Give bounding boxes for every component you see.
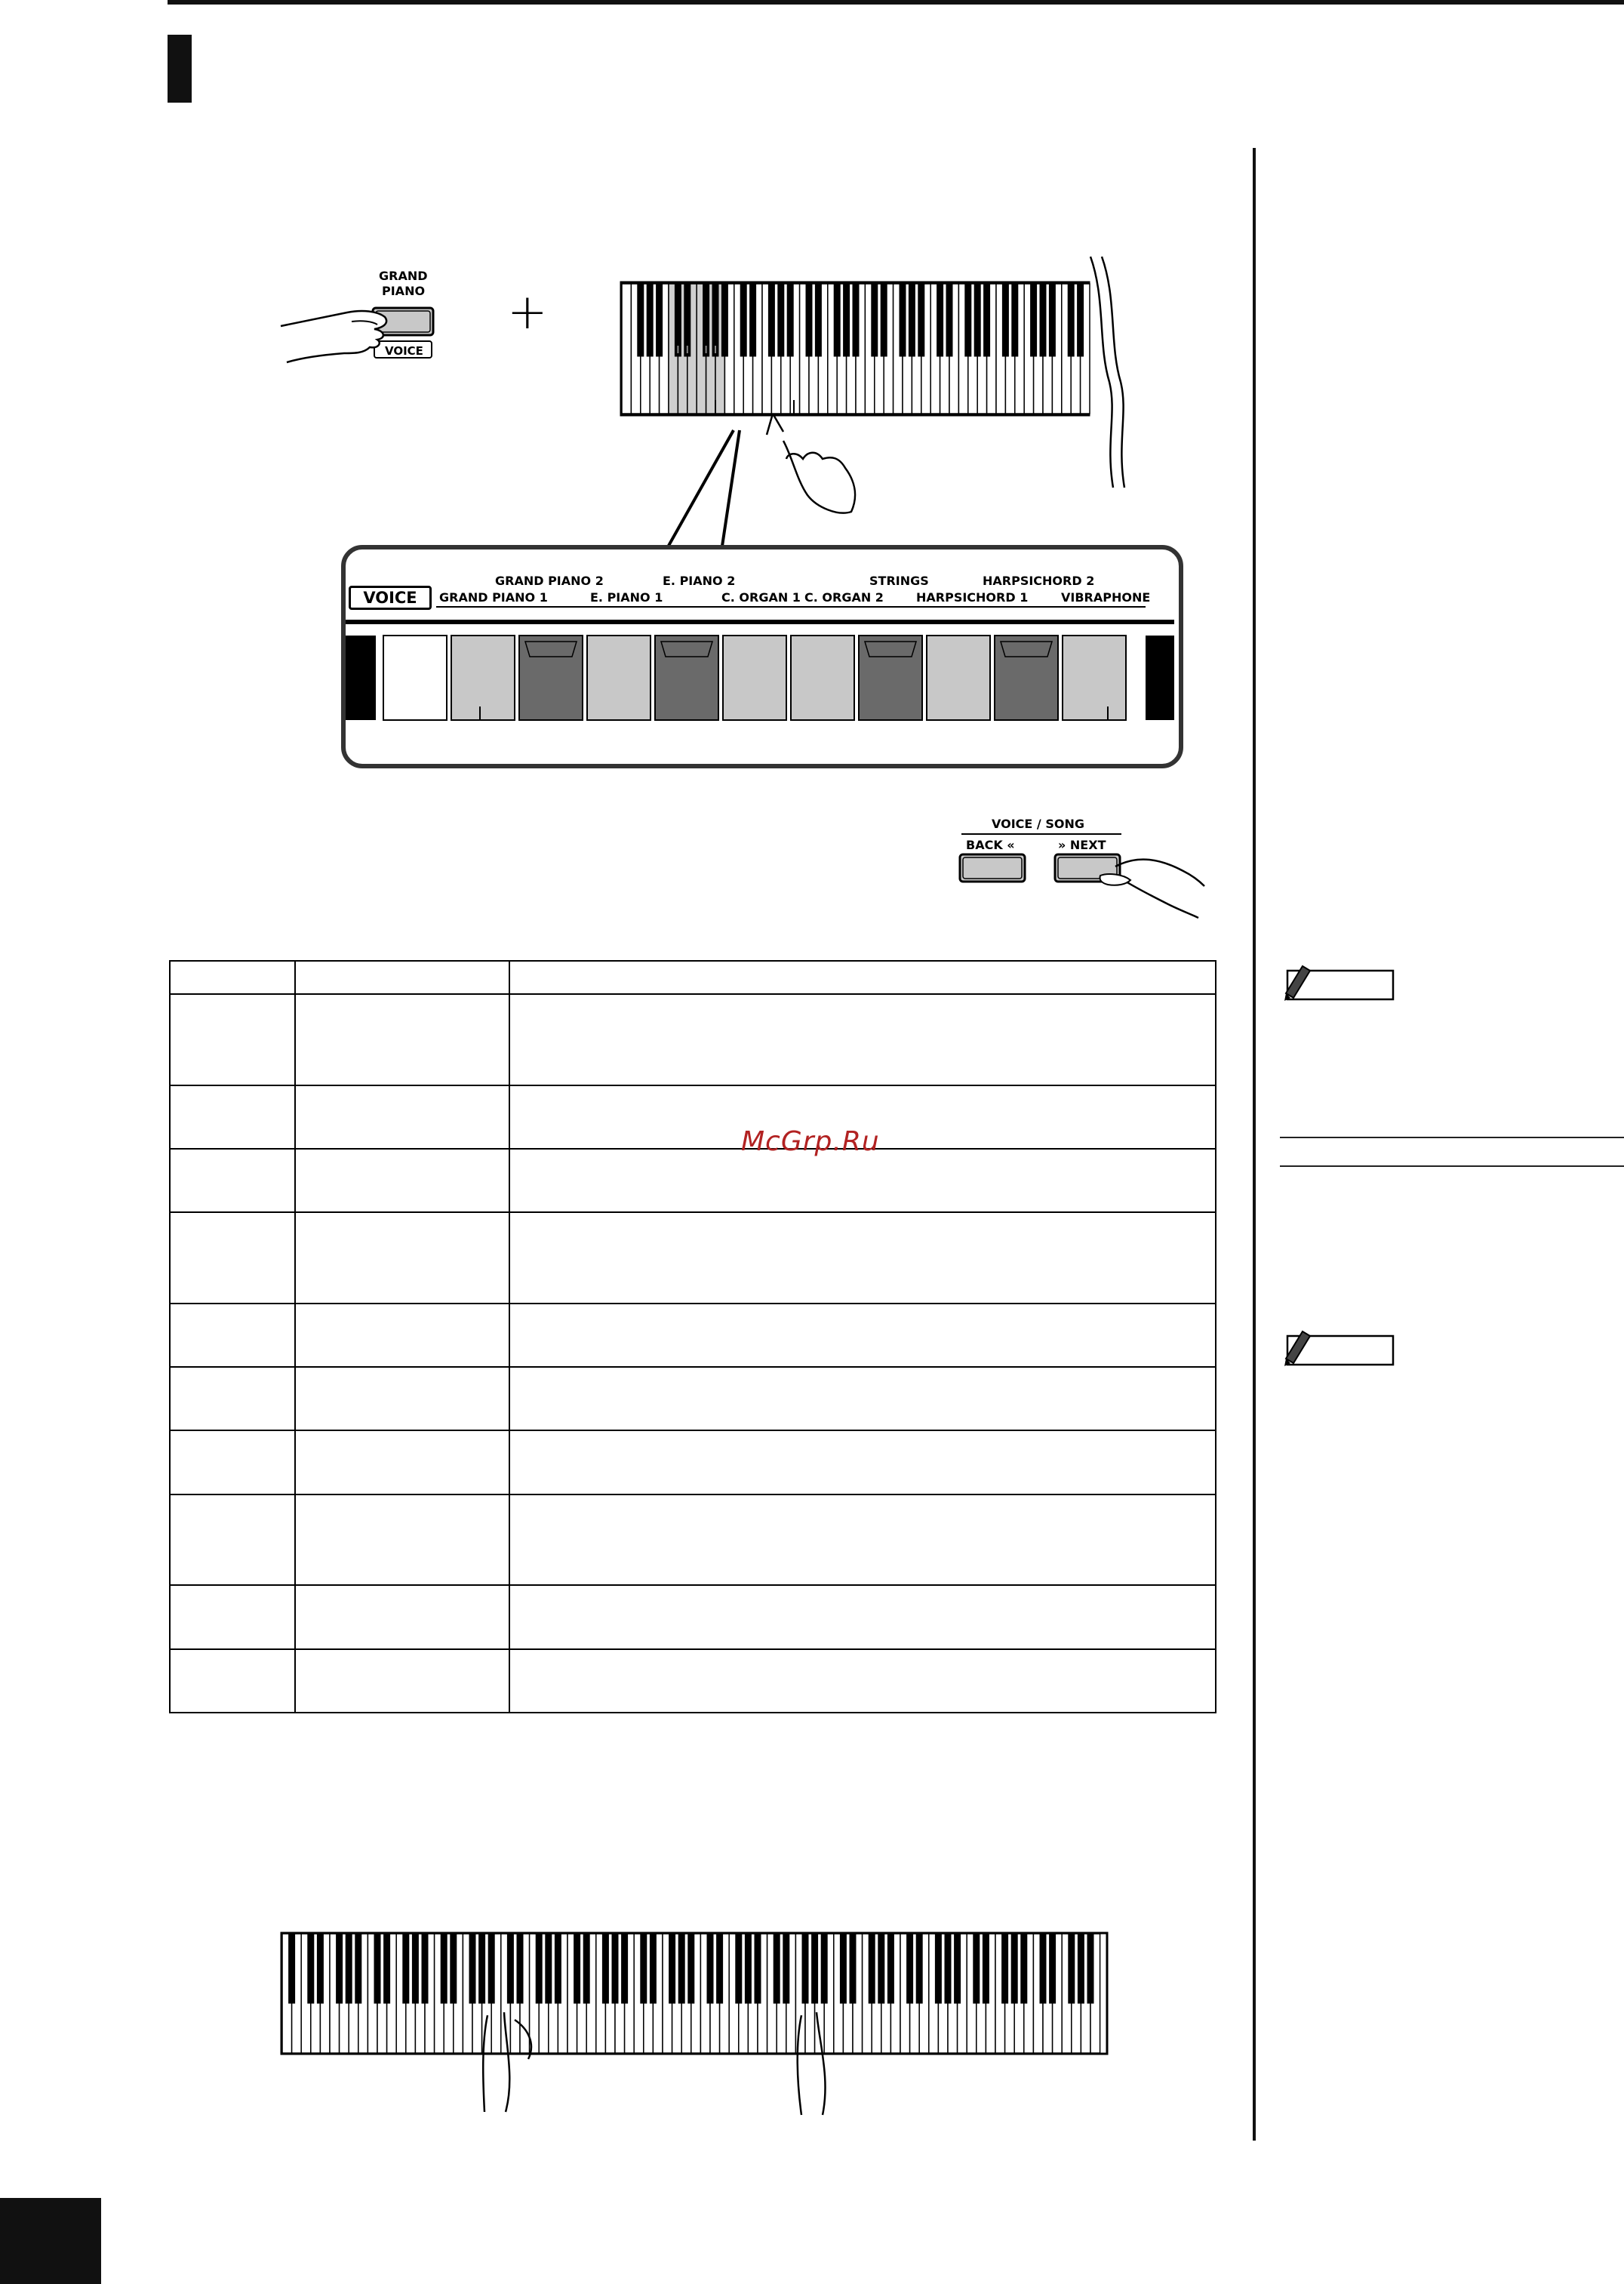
black-key [289,1934,295,2003]
grand-piano-button-figure [279,300,453,368]
black-key [1011,1934,1017,2003]
voice-lower-label-5: HARPSICHORD 1 [916,590,1029,605]
black-key [622,1934,628,2003]
black-key [787,284,793,356]
black-key [374,1934,380,2003]
black-key [821,1934,827,2003]
black-key [707,1934,713,2003]
black-key [946,284,952,356]
black-key [1012,284,1018,356]
table-row [170,994,1216,1085]
watermark: McGrp.Ru [741,1126,880,1157]
black-key [555,1934,561,2003]
black-key [517,1934,523,2003]
black-key [451,1934,457,2003]
black-key [955,1934,961,2003]
black-key [647,284,653,356]
black-key [669,1934,675,2003]
table-header-row [170,961,1216,994]
black-key [469,1934,475,2003]
voice-lower-label-2: E. PIANO 1 [590,590,663,605]
back-label: BACK « [966,838,1015,852]
black-key-highlight [706,346,707,353]
black-key [1031,284,1037,356]
table-row [170,1585,1216,1648]
black-key [1078,1934,1084,2003]
next-label: » NEXT [1058,838,1106,852]
black-key [984,284,990,356]
table-row [170,1212,1216,1303]
black-key [650,1934,656,2003]
black-key [736,1934,742,2003]
note-divider-1 [1280,1137,1624,1138]
black-key [479,1934,485,2003]
black-key [519,636,583,720]
back-button[interactable] [960,854,1025,882]
black-key [688,1934,694,2003]
grand-piano-label-2: PIANO [382,284,426,298]
black-key [612,1934,618,2003]
table-row [170,1649,1216,1713]
black-key [712,284,718,356]
black-key [995,636,1058,720]
black-key [384,1934,390,2003]
black-key [717,1934,723,2003]
voice-button-label: VOICE [385,344,423,358]
black-key [638,284,644,356]
table-row [170,1494,1216,1585]
black-key [802,1934,808,2003]
page-number-tab [0,2198,101,2284]
black-key [441,1934,447,2003]
black-key [1069,1934,1075,2003]
black-key [907,1934,913,2003]
black-key [655,636,718,720]
table-row [170,1304,1216,1367]
voice-lower-label-6: VIBRAPHONE [1061,590,1151,605]
voice-panel-keys [346,604,1174,725]
black-key [1040,1934,1046,2003]
black-key [507,1934,513,2003]
note-icon-2 [1280,1328,1401,1374]
black-key [844,284,850,356]
black-key [973,1934,980,2003]
black-key [783,1934,789,2003]
black-key [859,636,922,720]
voice-upper-label-4: HARPSICHORD 2 [983,574,1095,588]
black-key [583,1934,589,2003]
black-key [869,1934,875,2003]
black-key [346,1934,352,2003]
black-key [657,284,663,356]
black-key [1146,636,1174,720]
black-key [678,1934,684,2003]
black-key [422,1934,428,2003]
black-key [1002,1934,1008,2003]
black-key [840,1934,846,2003]
voice-tag: VOICE [349,586,432,610]
black-key [703,284,709,356]
hand-icon [281,311,386,362]
voice-lower-label-4: C. ORGAN 2 [804,590,884,605]
note-divider-2 [1280,1165,1624,1167]
black-key [974,284,980,356]
white-key [723,636,786,720]
black-key [774,1934,780,2003]
next-hand-icon [1115,860,1204,918]
black-key [1040,284,1046,356]
section-heading-bar [168,35,192,103]
voice-song-buttons [957,851,1213,924]
white-key [451,636,515,720]
black-key [935,1934,941,2003]
black-key [872,284,878,356]
black-key [740,284,746,356]
black-key [853,284,859,356]
grand-piano-label-1: GRAND [379,269,428,283]
black-key [684,284,691,356]
black-key [1087,1934,1093,2003]
black-key [750,284,756,356]
black-key [881,284,887,356]
black-key [488,1934,494,2003]
table-row [170,1085,1216,1149]
table-row [170,1367,1216,1430]
table-row [170,1430,1216,1494]
voice-upper-label-2: E. PIANO 2 [663,574,736,588]
black-key [812,1934,818,2003]
black-key [721,284,727,356]
bottom-keyboard [279,1931,1109,2116]
black-key [346,636,376,720]
black-key [412,1934,418,2003]
white-key [383,636,447,720]
voice-lower-label-1: GRAND PIANO 1 [439,590,548,605]
white-key [587,636,651,720]
white-key [927,636,990,720]
black-key [317,1934,323,2003]
black-key [308,1934,314,2003]
black-key [675,284,681,356]
black-key [768,284,774,356]
black-key [602,1934,608,2003]
white-key [622,284,631,414]
table-row [170,1149,1216,1212]
black-key-highlight [687,346,688,353]
voice-table [169,960,1216,1713]
black-key [983,1934,989,2003]
black-key [337,1934,343,2003]
voice-upper-label-1: GRAND PIANO 2 [495,574,604,588]
column-divider [1253,148,1256,2141]
black-key-highlight [677,346,678,353]
black-key [1068,284,1074,356]
black-key [937,284,943,356]
black-key [834,284,840,356]
white-key [1063,636,1126,720]
black-key [878,1934,884,2003]
black-key [536,1934,542,2003]
black-key [1021,1934,1027,2003]
black-key [1049,284,1055,356]
black-key [1002,284,1008,356]
black-key [574,1934,580,2003]
black-key [850,1934,856,2003]
voice-upper-label-3: STRINGS [869,574,929,588]
callout-lines [649,423,800,559]
black-key [355,1934,361,2003]
white-key [791,636,854,720]
black-key-highlight [715,346,716,353]
voice-song-title: VOICE / SONG [992,817,1084,831]
black-key [1078,284,1084,356]
black-key [403,1934,409,2003]
black-key [755,1934,761,2003]
black-key [546,1934,552,2003]
black-key [806,284,812,356]
black-key [745,1934,751,2003]
black-key [916,1934,922,2003]
voice-song-rule [961,833,1121,835]
black-key [641,1934,647,2003]
plus-symbol: + [507,285,548,340]
black-key [887,1934,894,2003]
black-key [918,284,924,356]
black-key [965,284,971,356]
black-key [815,284,821,356]
black-key [909,284,915,356]
black-key [945,1934,951,2003]
black-key [778,284,784,356]
voice-lower-label-3: C. ORGAN 1 [721,590,801,605]
note-icon-1 [1280,963,1401,1008]
black-key [900,284,906,356]
black-key [1050,1934,1056,2003]
top-rule [168,0,1624,5]
